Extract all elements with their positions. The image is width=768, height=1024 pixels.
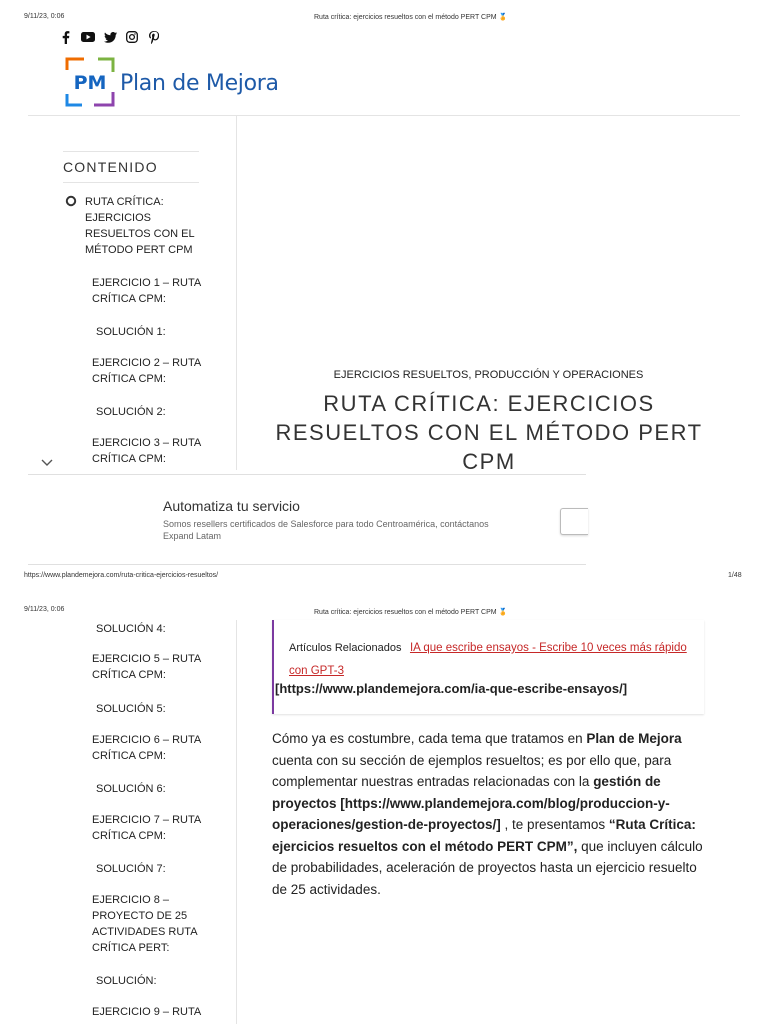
category-ejercicios-resueltos[interactable]: EJERCICIOS RESUELTOS: [333, 369, 469, 381]
toc-item-ejercicio-1[interactable]: EJERCICIO 1 – RUTA CRÍTICA CPM:: [92, 277, 201, 305]
intro-bold-plan-de-mejora: Plan de Mejora: [586, 731, 682, 746]
ad-subtitle: Somos resellers certificados de Salesforce para todo Centroamérica, contáctanos: [163, 519, 489, 529]
ad-top-rule: [28, 474, 586, 475]
intro-text-4: que incluyen cálculo de probabilidades, aceleración de proyectos hasta un ejercicio resuelto de 25 actividades.: [272, 838, 703, 897]
toc-item-main[interactable]: RUTA CRÍTICA: EJERCICIOS RESUELTOS CON EL MÉTODO PERT CPM: [85, 196, 195, 256]
ad-bottom-rule: [28, 564, 586, 565]
print-title-page2: Ruta crítica: ejercicios resueltos con el método PERT CPM 🏅: [314, 609, 508, 616]
pinterest-icon[interactable]: [147, 30, 161, 44]
logo-mark-text: PM: [73, 72, 107, 94]
instagram-icon[interactable]: [125, 30, 139, 44]
ad-title[interactable]: Automatiza tu servicio: [163, 498, 300, 514]
toc-item-solucion-6[interactable]: SOLUCIÓN 6:: [96, 783, 166, 795]
twitter-icon[interactable]: [103, 30, 117, 44]
ad-brand: Expand Latam: [163, 531, 222, 541]
toc-item-ejercicio-2[interactable]: EJERCICIO 2 – RUTA CRÍTICA CPM:: [92, 357, 201, 385]
intro-text-2: cuenta con su sección de ejemplos resueltos; es por ello que, para complementar nuestras entradas relacionadas con la: [272, 752, 672, 789]
sidebar-divider: [236, 116, 237, 470]
social-icons: [59, 30, 161, 44]
page-title: RUTA CRÍTICA: EJERCICIOS RESUELTOS CON EL MÉTODO PERT CPM: [275, 391, 703, 471]
toc-item-ejercicio-8[interactable]: EJERCICIO 8 – PROYECTO DE 25 ACTIVIDADES RUTA CRÍTICA PERT:: [92, 894, 197, 954]
intro-text-3: , te presentamos: [500, 817, 609, 832]
toc-item-solucion-1[interactable]: SOLUCIÓN 1:: [96, 326, 166, 338]
toc-item-solucion-4[interactable]: SOLUCIÓN 4:: [96, 623, 166, 635]
toc-item-ejercicio-9[interactable]: EJERCICIO 9 – RUTA: [92, 1006, 202, 1018]
facebook-icon[interactable]: [59, 30, 73, 44]
print-title: Ruta crítica: ejercicios resueltos con el método PERT CPM 🏅: [314, 14, 508, 21]
category-produccion-operaciones[interactable]: PRODUCCIÓN Y OPERACIONES: [474, 369, 644, 381]
intro-link-gestion-proyectos[interactable]: gestión de proyectos [https://www.plandemejora.com/blog/produccion-y-operaciones/gestion-de-proyectos/]: [272, 774, 670, 832]
toc-item-ejercicio-5[interactable]: EJERCICIO 5 – RUTA CRÍTICA CPM:: [92, 653, 201, 681]
intro-paragraph: [272, 728, 708, 900]
header-divider: [28, 115, 740, 116]
youtube-icon[interactable]: [81, 30, 95, 44]
related-link[interactable]: IA que escribe ensayos - Escribe 10 veces más rápido con GPT-3: [289, 642, 687, 677]
related-articles-line: [289, 636, 699, 682]
footer-page-number: 1/48: [728, 572, 742, 579]
print-date: 9/11/23, 0:06: [24, 13, 65, 20]
chevron-down-icon[interactable]: [40, 458, 54, 467]
related-label: Artículos Relacionados: [289, 642, 402, 654]
sidebar-divider-page2: [236, 620, 237, 1024]
toc-top-rule: [63, 151, 199, 152]
pm-logo-icon: [64, 56, 116, 108]
toc-item-solucion-5[interactable]: SOLUCIÓN 5:: [96, 703, 166, 715]
footer-url: https://www.plandemejora.com/ruta-critica-ejercicios-resueltos/: [24, 572, 219, 579]
toc-item-ejercicio-6[interactable]: EJERCICIO 6 – RUTA CRÍTICA CPM:: [92, 734, 201, 762]
related-url[interactable]: [https://www.plandemejora.com/ia-que-escribe-ensayos/]: [275, 681, 628, 696]
toc-item-ejercicio-7[interactable]: EJERCICIO 7 – RUTA CRÍTICA CPM:: [92, 814, 201, 842]
toc-item-ejercicio-3[interactable]: EJERCICIO 3 – RUTA CRÍTICA CPM:: [92, 437, 201, 465]
toc-heading-rule: [63, 182, 199, 183]
toc-bullet-icon: [65, 195, 77, 207]
site-logo[interactable]: [64, 56, 304, 108]
logo-name: Plan de Mejora: [120, 71, 279, 96]
intro-text-1: Cómo ya es costumbre, cada tema que tratamos en: [272, 731, 587, 746]
category-separator: ,: [468, 369, 475, 381]
category-links: [237, 369, 740, 381]
toc-heading: CONTENIDO: [63, 159, 158, 175]
ad-open-button[interactable]: [560, 508, 588, 535]
print-date-page2: 9/11/23, 0:06: [24, 606, 65, 613]
toc-item-solucion-7[interactable]: SOLUCIÓN 7:: [96, 863, 166, 875]
intro-bold-title: “Ruta Crítica: ejercicios resueltos con el método PERT CPM”,: [272, 817, 696, 854]
toc-item-solucion-2[interactable]: SOLUCIÓN 2:: [96, 406, 166, 418]
toc-item-solucion[interactable]: SOLUCIÓN:: [96, 975, 157, 987]
